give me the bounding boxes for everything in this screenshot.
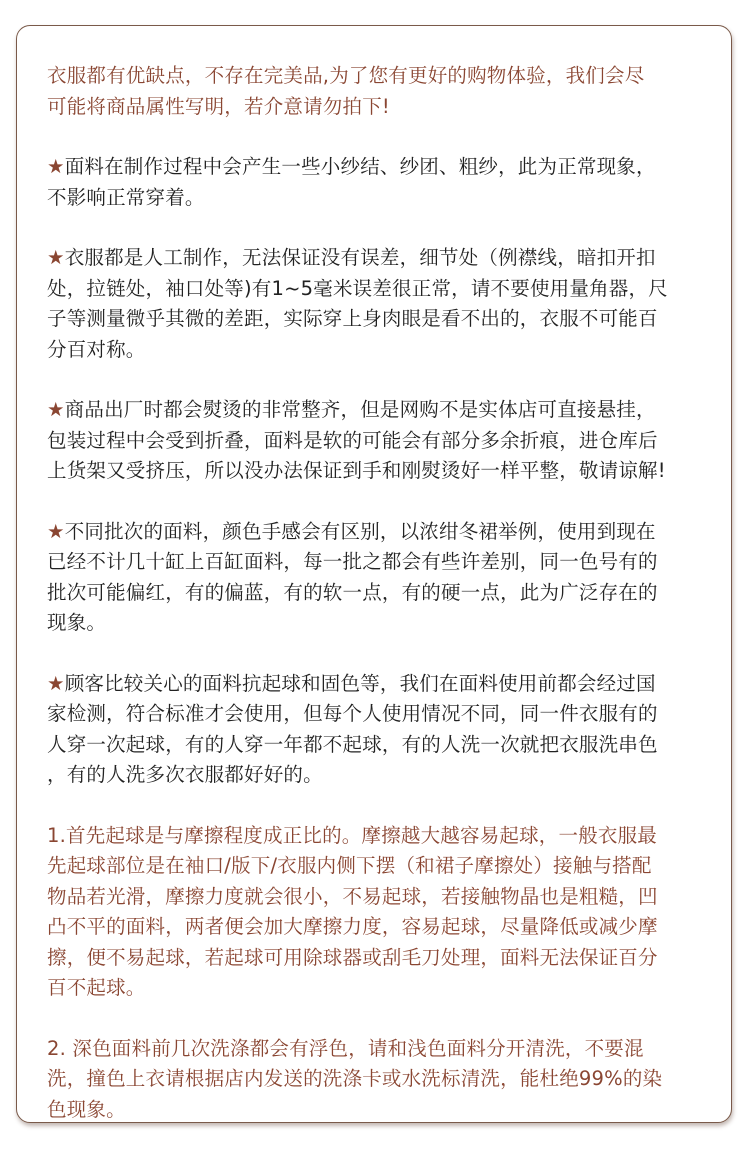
numbered-item-pilling: 1.首先起球是与摩擦程度成正比的。摩擦越大越容易起球，一般衣服最 先起球部位是在袖口/版下/衣服内侧下摆（和裙子摩擦处）接触与搭配 物品若光滑，摩擦力度就会很小，不易起球，若接触物晶也是粗糙，凹 凸不平的面料，两者便会加大摩擦力度，容易起球，尽量降低或减少摩 擦，便不易起球，若起球可用除球器或刮毛刀处理，面料无法保证百分 百不起球。 bbox=[47, 823, 658, 999]
intro-paragraph: 衣服都有优缺点，不存在完美品,为了您有更好的购物体验，我们会尽 可能将商品属性写明，若介意请勿拍下! bbox=[47, 64, 645, 118]
star-icon: ★ bbox=[47, 671, 65, 695]
notice-card bbox=[16, 25, 732, 1123]
note-text: 面料在制作过程中会产生一些小纱结、纱团、粗纱，此为正常现象， 不影响正常穿着。 bbox=[47, 155, 656, 209]
note-text: 顾客比较关心的面料抗起球和固色等，我们在面料使用前都会经过国 家检测，符合标准才会使用，但每个人使用情况不同，同一件衣服有的 人穿一次起球，有的人穿一年都不起球，有的人洗一次就把衣服洗串色 ，有的人洗多次衣服都好好的。 bbox=[47, 671, 658, 786]
star-icon: ★ bbox=[47, 246, 65, 269]
note-fabric-yarn bbox=[47, 152, 712, 213]
star-icon: ★ bbox=[47, 155, 65, 178]
note-text: 衣服都是人工制作，无法保证没有误差，细节处（例襟线，暗扣开扣 处，拉链处，袖口处等)有1~5毫米误差很正常，请不要使用量角器，尺 子等测量微乎其微的差距，实际穿上身肉眼是看不出的，衣服不可能百 分百对称。 bbox=[47, 246, 668, 361]
notice-content bbox=[47, 61, 712, 1155]
note-handmade-tolerance bbox=[47, 243, 712, 365]
numbered-item-washing: 2. 深色面料前几次洗涤都会有浮色，请和浅色面料分开清洗，不要混 洗，撞色上衣请根据店内发送的洗涤卡或水洗标清洗，能杜绝99%的染 色现象。 bbox=[47, 1036, 663, 1121]
note-creases bbox=[47, 395, 712, 487]
note-batch-difference bbox=[47, 517, 712, 639]
note-text: 不同批次的面料，颜色手感会有区别，以浓绀冬裙举例，使用到现在 已经不计几十缸上百缸面料，每一批之都会有些许差别，同一色号有的 批次可能偏红，有的偏蓝，有的软一点，有的硬一点，此为广泛存在的 现象。 bbox=[47, 519, 658, 634]
star-icon: ★ bbox=[47, 519, 65, 543]
star-icon: ★ bbox=[47, 398, 65, 421]
note-text: 商品出厂时都会熨烫的非常整齐，但是网购不是实体店可直接悬挂， 包装过程中会受到折叠，面料是软的可能会有部分多余折痕，进仓库后 上货架又受挤压，所以没办法保证到手和刚熨烫好一样平整，敬请谅解! bbox=[47, 398, 666, 482]
note-pilling-colorfast bbox=[47, 669, 712, 791]
